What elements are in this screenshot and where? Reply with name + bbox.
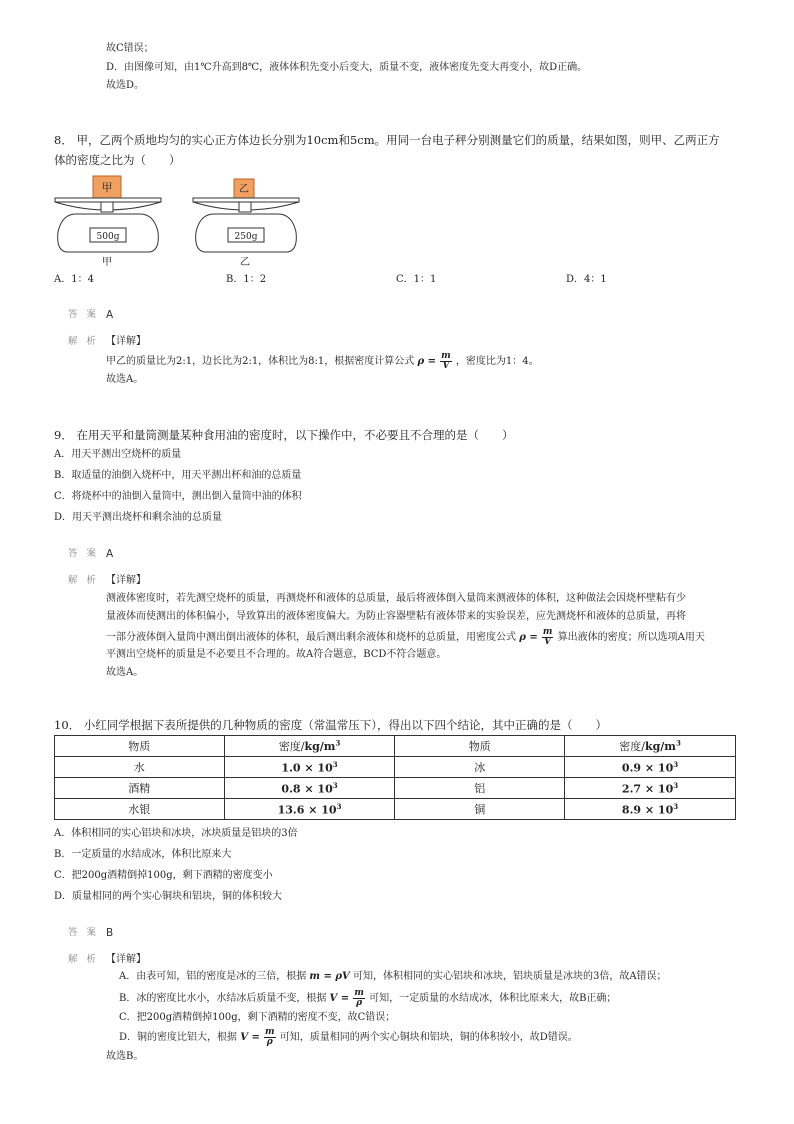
- q8-option-c[interactable]: C．1：1: [396, 274, 437, 285]
- q10-explanation-a: [119, 970, 667, 984]
- q8-option-d[interactable]: D．4：1: [566, 274, 607, 285]
- q10-explanation-d-text: D．铜的密度比铝大，根据: [119, 1032, 238, 1043]
- q10-stem: 10． 小红同学根据下表所提供的几种物质的密度（常温常压下），得出以下四个结论，其中正确的是（ ）: [54, 718, 608, 732]
- scale-jia-stem: [101, 202, 113, 212]
- q10-answer-value: B: [106, 927, 114, 939]
- density-exponent: 3: [336, 801, 342, 811]
- q9-stem: 9． 在用天平和量筒测量某种食用油的密度时，以下操作中，不必要且不合理的是（ ）: [54, 428, 514, 442]
- q9-detail-header: 【详解】: [106, 575, 146, 586]
- header-unit: kg/m: [644, 740, 676, 753]
- q8-explanation-text: 甲乙的质量比为2:1，边长比为2:1，体积比为8:1，根据密度计算公式: [106, 356, 415, 367]
- q8-explanation-tail: ，密度比为1：4。: [455, 356, 539, 367]
- q8-detail-header: 【详解】: [106, 336, 146, 347]
- density-exponent: 3: [332, 759, 338, 769]
- table-row: [55, 778, 736, 799]
- fraction-numerator: m: [441, 351, 451, 361]
- q9-explanation-line3: [106, 628, 705, 647]
- block-jia-label: 甲: [101, 181, 113, 194]
- density-exponent: 3: [673, 801, 679, 811]
- unit-exponent: 3: [335, 738, 341, 748]
- q8-stem-line2: 体的密度之比为（ ）: [54, 153, 181, 167]
- q10-explanation-d: [119, 1028, 578, 1047]
- density-formula-lhs: ρ =: [417, 356, 436, 367]
- volume-formula-lhs: V =: [329, 993, 350, 1004]
- fraction-numerator: m: [265, 1027, 275, 1037]
- header-unit: kg/m: [304, 740, 336, 753]
- q10-detail-header: 【详解】: [106, 954, 146, 965]
- table-row: [55, 757, 736, 778]
- q7-option-c-conclusion: 故C错误；: [106, 43, 154, 54]
- q10-answer-label: 答 案: [68, 927, 100, 938]
- substance-cell: 铜: [395, 799, 565, 820]
- q8-option-b[interactable]: B．1：2: [226, 274, 267, 285]
- scale-yi-reading: 250g: [234, 232, 258, 242]
- volume-formula-fraction: [264, 1028, 276, 1047]
- unit-exponent: 3: [675, 738, 681, 748]
- q9-explanation-line3-text: 一部分液体倒入量筒中测出倒出液体的体积，最后测出剩余液体和烧杯的总质量，用密度公式: [106, 632, 516, 643]
- scale-jia-reading: 500g: [96, 232, 120, 242]
- density-formula-lhs: ρ =: [519, 632, 538, 643]
- q8-explanation: [106, 352, 539, 371]
- density-formula-fraction: [542, 628, 554, 647]
- scale-jia-caption: 甲: [102, 257, 112, 268]
- q8-conclusion: 故选A。: [106, 374, 144, 385]
- substance-cell: 水银: [55, 799, 225, 820]
- q10-explanation-a-tail: 可知，体积相同的实心铝块和冰块，铝块质量是冰块的3倍，故A错误；: [352, 971, 667, 982]
- q8-answer-value: A: [106, 309, 114, 321]
- density-value: 0.9 × 10: [621, 761, 674, 775]
- density-cell: [224, 799, 395, 820]
- volume-formula-fraction: [353, 989, 365, 1008]
- q9-conclusion: 故选A。: [106, 667, 144, 678]
- scale-jia-pan: [55, 198, 161, 202]
- table-header-cell: [565, 736, 736, 757]
- scale-yi-pan: [193, 198, 299, 202]
- fraction-numerator: m: [354, 988, 364, 998]
- density-table: [54, 735, 736, 820]
- density-cell: [565, 799, 736, 820]
- density-exponent: 3: [332, 780, 338, 790]
- q10-analysis-label: 解 析: [68, 954, 100, 965]
- block-yi-label: 乙: [239, 184, 249, 195]
- fraction-denominator: V: [442, 361, 450, 371]
- q8-stem-line1: 8． 甲，乙两个质地均匀的实心正方体边长分别为10cm和5cm。用同一台电子秤分别测量它们的质量，结果如图，则甲、乙两正方: [54, 133, 720, 147]
- header-density-text: 密度/: [278, 740, 305, 753]
- header-density-text: 密度/: [619, 740, 645, 753]
- table-header-row: [55, 736, 736, 757]
- q9-option-c[interactable]: C．将烧杯中的油倒入量筒中，测出倒入量筒中油的体积: [54, 491, 302, 502]
- density-cell: [224, 757, 395, 778]
- q8-answer-label: 答 案: [68, 309, 100, 320]
- q9-analysis-label: 解 析: [68, 575, 100, 586]
- scale-yi-caption: 乙: [240, 257, 250, 268]
- q10-explanation-b-tail: 可知，一定质量的水结成冰，体积比原来大，故B正确；: [369, 993, 617, 1004]
- q9-explanation-line4: 平测出空烧杯的质量是不必要且不合理的。故A符合题意，BCD不符合题意。: [106, 649, 447, 660]
- q9-option-a[interactable]: A．用天平测出空烧杯的质量: [54, 449, 182, 460]
- q10-option-a[interactable]: A．体积相同的实心铝块和冰块，冰块质量是铝块的3倍: [54, 828, 298, 839]
- scale-yi-diagram: [192, 172, 302, 258]
- fraction-denominator: V: [544, 637, 552, 647]
- density-value: 13.6 × 10: [277, 803, 337, 817]
- q10-option-d[interactable]: D．质量相同的两个实心铜块和铝块，铜的体积较大: [54, 891, 283, 902]
- q8-option-a[interactable]: A．1：4: [54, 274, 94, 285]
- q9-option-b[interactable]: B．取适量的油倒入烧杯中，用天平测出杯和油的总质量: [54, 470, 302, 481]
- fraction-denominator: ρ: [356, 998, 363, 1008]
- density-formula-fraction: [440, 352, 452, 371]
- density-value: 2.7 × 10: [621, 782, 674, 796]
- density-cell: [224, 778, 395, 799]
- density-value: 0.8 × 10: [281, 782, 333, 796]
- q10-option-b[interactable]: B．一定质量的水结成冰，体积比原来大: [54, 849, 232, 860]
- scale-jia-diagram: [54, 172, 164, 258]
- table-header-cell: [224, 736, 395, 757]
- q10-option-c[interactable]: C．把200g酒精倒掉100g，剩下酒精的密度变小: [54, 870, 273, 881]
- q10-explanation-c: C．把200g酒精倒掉100g，剩下酒精的密度不变，故C错误；: [119, 1012, 396, 1023]
- table-row: [55, 799, 736, 820]
- q10-explanation-d-tail: 可知，质量相同的两个实心铜块和铝块，铜的体积较小，故D错误。: [279, 1032, 578, 1043]
- q7-option-d-explanation: D．由图像可知，由1℃升高到8℃，液体体积先变小后变大，质量不变，液体密度先变大再变小，故D正确。: [106, 62, 588, 73]
- density-value: 1.0 × 10: [281, 761, 333, 775]
- q10-explanation-b-text: B．冰的密度比水小，水结冰后质量不变，根据: [119, 993, 327, 1004]
- volume-formula-lhs: V =: [240, 1032, 260, 1043]
- density-exponent: 3: [673, 780, 679, 790]
- q7-conclusion: 故选D。: [106, 80, 145, 91]
- mass-formula: m = ρV: [309, 971, 350, 982]
- q10-conclusion: 故选B。: [106, 1051, 144, 1062]
- substance-cell: 铝: [395, 778, 565, 799]
- table-header-cell: 物质: [395, 736, 565, 757]
- q9-option-d[interactable]: D．用天平测出烧杯和剩余油的总质量: [54, 512, 223, 523]
- q10-explanation-a-text: A．由表可知，铝的密度是冰的三倍，根据: [119, 971, 307, 982]
- table-header-cell: 物质: [55, 736, 225, 757]
- q9-answer-value: A: [106, 548, 114, 560]
- q9-answer-label: 答 案: [68, 548, 100, 559]
- fraction-numerator: m: [542, 627, 553, 637]
- density-exponent: 3: [673, 759, 679, 769]
- substance-cell: 水: [55, 757, 225, 778]
- fraction-denominator: ρ: [266, 1037, 273, 1047]
- substance-cell: 酒精: [55, 778, 225, 799]
- scale-yi-stem: [239, 202, 251, 212]
- q9-explanation-line1: 测液体密度时，若先测空烧杯的质量，再测烧杯和液体的总质量，最后将液体倒入量筒来测液体的体积，这种做法会因烧杯壁粘有少: [106, 593, 686, 604]
- q9-explanation-line3-tail: 算出液体的密度；所以选项A用天: [557, 632, 705, 643]
- q9-explanation-line2: 量液体而使测出的体积偏小，导致算出的液体密度偏大。为防止容器壁粘有液体带来的实验误差，应先测烧杯和液体的总质量，再将: [106, 611, 686, 622]
- density-cell: [565, 778, 736, 799]
- q10-explanation-b: [119, 989, 616, 1008]
- density-cell: [565, 757, 736, 778]
- density-value: 8.9 × 10: [621, 803, 674, 817]
- q8-analysis-label: 解 析: [68, 336, 100, 347]
- substance-cell: 冰: [395, 757, 565, 778]
